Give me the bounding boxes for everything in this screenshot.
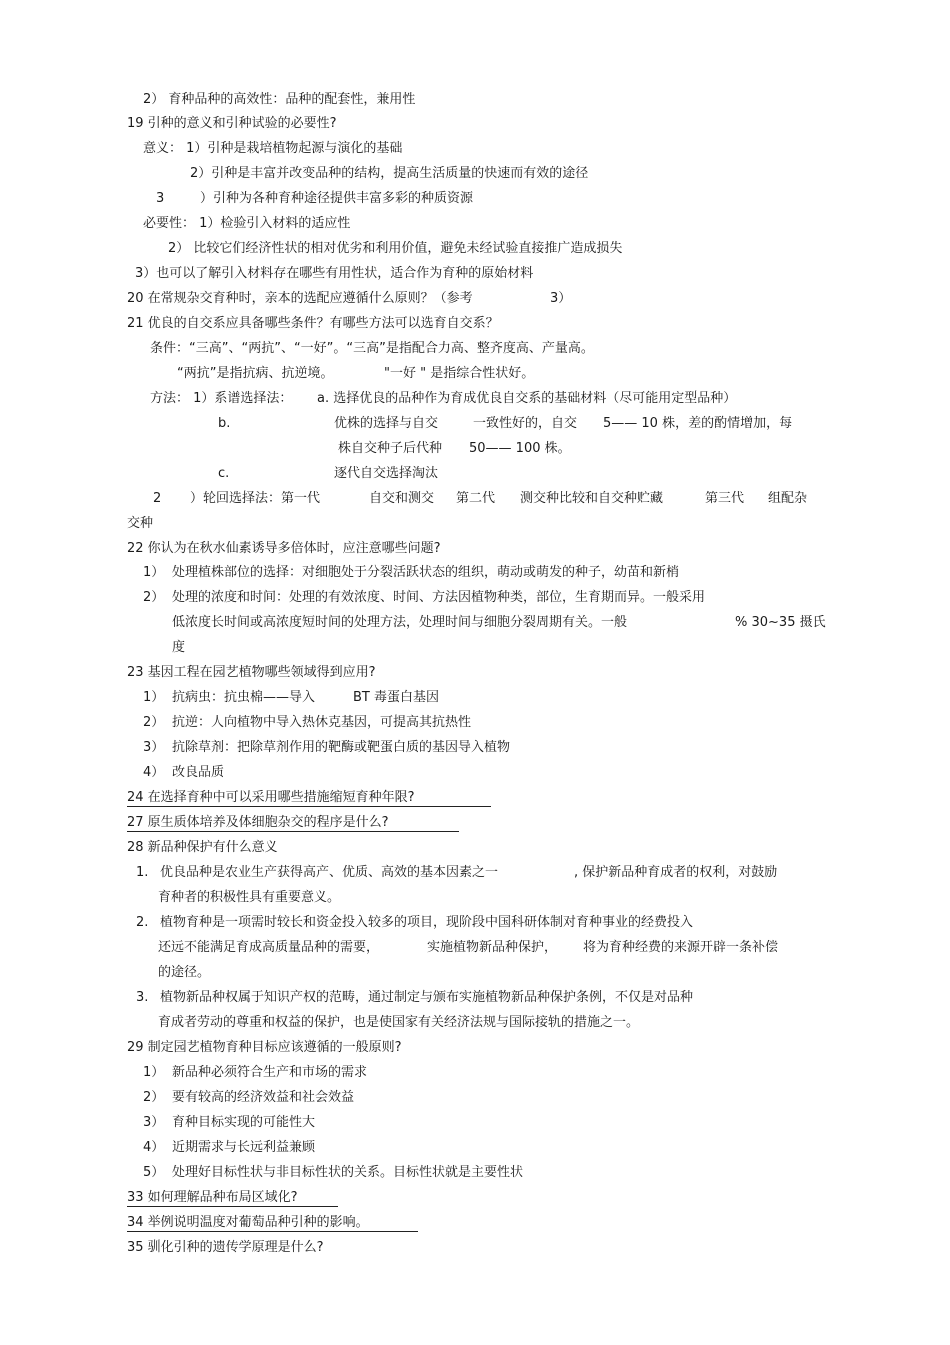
text-line: 株自交种子后代种	[338, 441, 443, 456]
text-line: 2.	[136, 915, 149, 930]
text-line: “两抗”是指抗病、抗逆境。	[177, 366, 334, 381]
text-line: 的途径。	[158, 965, 211, 980]
question-heading: 24 在选择育种中可以采用哪些措施缩短育种年限?	[127, 790, 415, 805]
text-line: "一好 " 是指综合性状好。	[384, 366, 535, 381]
text-line: 逐代自交选择淘汰	[334, 466, 439, 481]
question-heading: 20 在常规杂交育种时，亲本的选配应遵循什么原则？（参考	[127, 291, 473, 306]
text-line: 优株的选择与自交	[334, 416, 439, 431]
question-heading: 19 引种的意义和引种试验的必要性?	[127, 116, 337, 131]
text-line: 新品种必须符合生产和市场的需求	[172, 1065, 368, 1080]
text-line: 将为育种经费的来源开辟一条补偿	[583, 940, 779, 955]
text-line: % 30~35 摄氏	[735, 615, 826, 630]
text-line: 抗除草剂：把除草剂作用的靶酶或靶蛋白质的基因导入植物	[172, 740, 511, 755]
text-line: 2）	[143, 715, 165, 730]
text-line: 条件：“三高”、“两抗”、“一好”。“三高”是指配合力高、整齐度高、产量高。	[150, 341, 594, 356]
question-heading: 35 驯化引种的遗传学原理是什么?	[127, 1240, 324, 1255]
text-line: 处理的浓度和时间：处理的有效浓度、时间、方法因植物种类，部位，生育期而异。一般采用	[172, 590, 706, 605]
text-line: 1）	[143, 565, 165, 580]
text-line: 优良品种是农业生产获得高产、优质、高效的基本因素之一	[160, 865, 499, 880]
text-line: 3）	[143, 1115, 165, 1130]
text-line: 5）	[143, 1165, 165, 1180]
text-line: 方法： 1）系谱选择法：	[150, 391, 293, 406]
text-line: 1）	[143, 690, 165, 705]
text-line: 意义： 1）引种是栽培植物起源与演化的基础	[143, 141, 403, 156]
text-line: 植物新品种权属于知识产权的范畴，通过制定与颁布实施植物新品种保护条例，不仅是对品种	[160, 990, 694, 1005]
question-heading: 23 基因工程在园艺植物哪些领域得到应用?	[127, 665, 376, 680]
underline	[127, 831, 459, 832]
text-line: 要有较高的经济效益和社会效益	[172, 1090, 355, 1105]
text-line: 第二代	[456, 491, 496, 506]
text-line: 2	[153, 491, 162, 506]
text-line: 处理好目标性状与非目标性状的关系。目标性状就是主要性状	[172, 1165, 524, 1180]
text-line: b.	[218, 416, 231, 431]
text-line: 2）	[143, 590, 165, 605]
text-line: , 保护新品种育成者的权利，对鼓励	[574, 865, 778, 880]
text-line: 3）	[143, 740, 165, 755]
text-line: 一致性好的，自交	[473, 416, 578, 431]
text-line: BT 毒蛋白基因	[353, 690, 439, 705]
text-line: 3	[156, 191, 165, 206]
text-line: 度	[172, 640, 186, 655]
text-line: 1.	[136, 865, 149, 880]
underline	[127, 1231, 418, 1232]
text-line: 2） 育种品种的高效性：品种的配套性，兼用性	[143, 92, 416, 107]
question-heading: 29 制定园艺植物育种目标应该遵循的一般原则?	[127, 1040, 402, 1055]
text-line: 交种	[127, 516, 154, 531]
text-line: 2）	[143, 1090, 165, 1105]
text-line: 近期需求与长远利益兼顾	[172, 1140, 316, 1155]
text-line: 育种者的积极性具有重要意义。	[158, 890, 341, 905]
text-line: 育种目标实现的可能性大	[172, 1115, 316, 1130]
text-line: a. 选择优良的品种作为育成优良自交系的基础材料（尽可能用定型品种）	[317, 391, 737, 406]
text-line: 4）	[143, 765, 165, 780]
text-line: 3）	[550, 291, 572, 306]
text-line: 改良品质	[172, 765, 225, 780]
question-heading: 33 如何理解品种布局区域化?	[127, 1190, 298, 1205]
text-line: 自交和测交	[369, 491, 435, 506]
question-heading: 27 原生质体培养及体细胞杂交的程序是什么?	[127, 815, 389, 830]
text-line: 2）引种是丰富并改变品种的结构，提高生活质量的快速而有效的途径	[190, 166, 589, 181]
text-line: 5—— 10 株，差的酌情增加，每	[603, 416, 793, 431]
text-line: ）引种为各种育种途径提供丰富多彩的种质资源	[200, 191, 474, 206]
text-line: c.	[218, 466, 230, 481]
text-line: 低浓度长时间或高浓度短时间的处理方法，处理时间与细胞分裂周期有关。一般	[172, 615, 628, 630]
question-heading: 22 你认为在秋水仙素诱导多倍体时，应注意哪些问题?	[127, 541, 441, 556]
text-line: 组配杂	[768, 491, 808, 506]
question-heading: 21 优良的自交系应具备哪些条件？有哪些方法可以选育自交系？	[127, 316, 499, 331]
underline	[127, 1206, 338, 1207]
question-heading: 34 举例说明温度对葡萄品种引种的影响。	[127, 1215, 369, 1230]
text-line: 2） 比较它们经济性状的相对优劣和利用价值，避免未经试验直接推广造成损失	[168, 241, 623, 256]
text-line: 3）也可以了解引入材料存在哪些有用性状，适合作为育种的原始材料	[135, 266, 534, 281]
question-heading: 28 新品种保护有什么意义	[127, 840, 278, 855]
underline	[127, 806, 491, 807]
text-line: 3.	[136, 990, 149, 1005]
text-line: 抗逆：人向植物中导入热休克基因，可提高其抗热性	[172, 715, 472, 730]
text-line: 抗病虫：抗虫棉——导入	[172, 690, 316, 705]
text-line: ）轮回选择法：第一代	[190, 491, 321, 506]
text-line: 处理植株部位的选择：对细胞处于分裂活跃状态的组织，萌动或萌发的种子，幼苗和新梢	[172, 565, 680, 580]
text-line: 测交种比较和自交种贮藏	[520, 491, 664, 506]
text-line: 50—— 100 株。	[469, 441, 571, 456]
text-line: 实施植物新品种保护，	[427, 940, 558, 955]
text-line: 育成者劳动的尊重和权益的保护，也是使国家有关经济法规与国际接轨的措施之一。	[158, 1015, 640, 1030]
text-line: 植物育种是一项需时较长和资金投入较多的项目，现阶段中国科研体制对育种事业的经费投入	[160, 915, 694, 930]
text-line: 必要性： 1）检验引入材料的适应性	[143, 216, 351, 231]
text-line: 4）	[143, 1140, 165, 1155]
text-line: 还远不能满足育成高质量品种的需要，	[158, 940, 380, 955]
text-line: 第三代	[705, 491, 745, 506]
text-line: 1）	[143, 1065, 165, 1080]
